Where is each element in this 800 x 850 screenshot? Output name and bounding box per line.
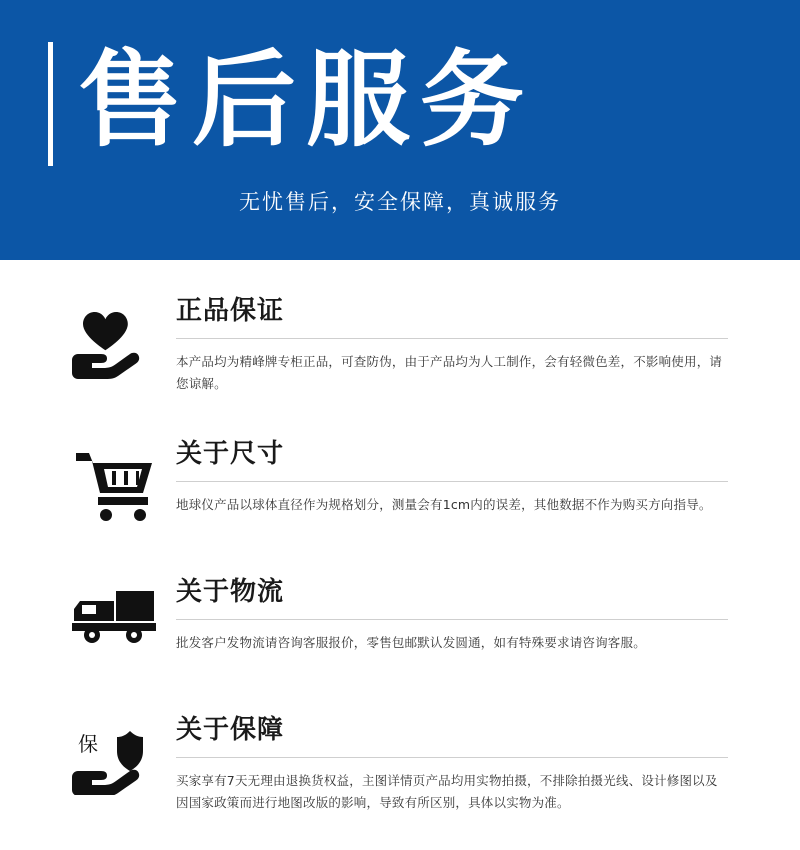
service-item-title: 关于保障	[176, 715, 285, 745]
page-banner	[0, 0, 800, 260]
service-item-title: 关于尺寸	[176, 439, 285, 469]
delivery-truck-icon	[56, 575, 172, 645]
hand-heart-icon	[56, 294, 172, 380]
divider	[176, 619, 728, 620]
svg-text:保: 保	[78, 732, 98, 756]
divider	[176, 338, 728, 339]
service-item-description: 买家享有7天无理由退换货权益，主图详情页产品均用实物拍摄，不排除拍摄光线、设计修图以及因国家政策而进行地图改版的影响，导致有所区别，具体以实物为准。	[176, 773, 718, 810]
shopping-cart-icon	[56, 437, 172, 521]
service-item	[0, 575, 800, 671]
divider	[176, 757, 728, 758]
hand-shield-icon	[56, 713, 172, 795]
service-item	[0, 713, 800, 814]
service-item-title: 正品保证	[176, 296, 285, 326]
service-item-description: 批发客户发物流请咨询客服报价，零售包邮默认发圆通，如有特殊要求请咨询客服。	[176, 635, 646, 650]
service-item	[0, 294, 800, 395]
page-subtitle: 无忧售后，安全保障，真诚服务	[239, 190, 561, 214]
service-item	[0, 437, 800, 533]
service-section-list	[0, 260, 800, 814]
service-item-title: 关于物流	[176, 577, 285, 607]
title-accent-rule	[48, 42, 53, 166]
divider	[176, 481, 728, 482]
service-item-description: 地球仪产品以球体直径作为规格划分，测量会有1cm内的误差，其他数据不作为购买方向指导。	[176, 497, 712, 512]
page-title: 售后服务	[78, 39, 535, 161]
service-item-description: 本产品均为精峰牌专柜正品，可查防伪，由于产品均为人工制作，会有轻微色差，不影响使用，请您谅解。	[176, 354, 723, 391]
